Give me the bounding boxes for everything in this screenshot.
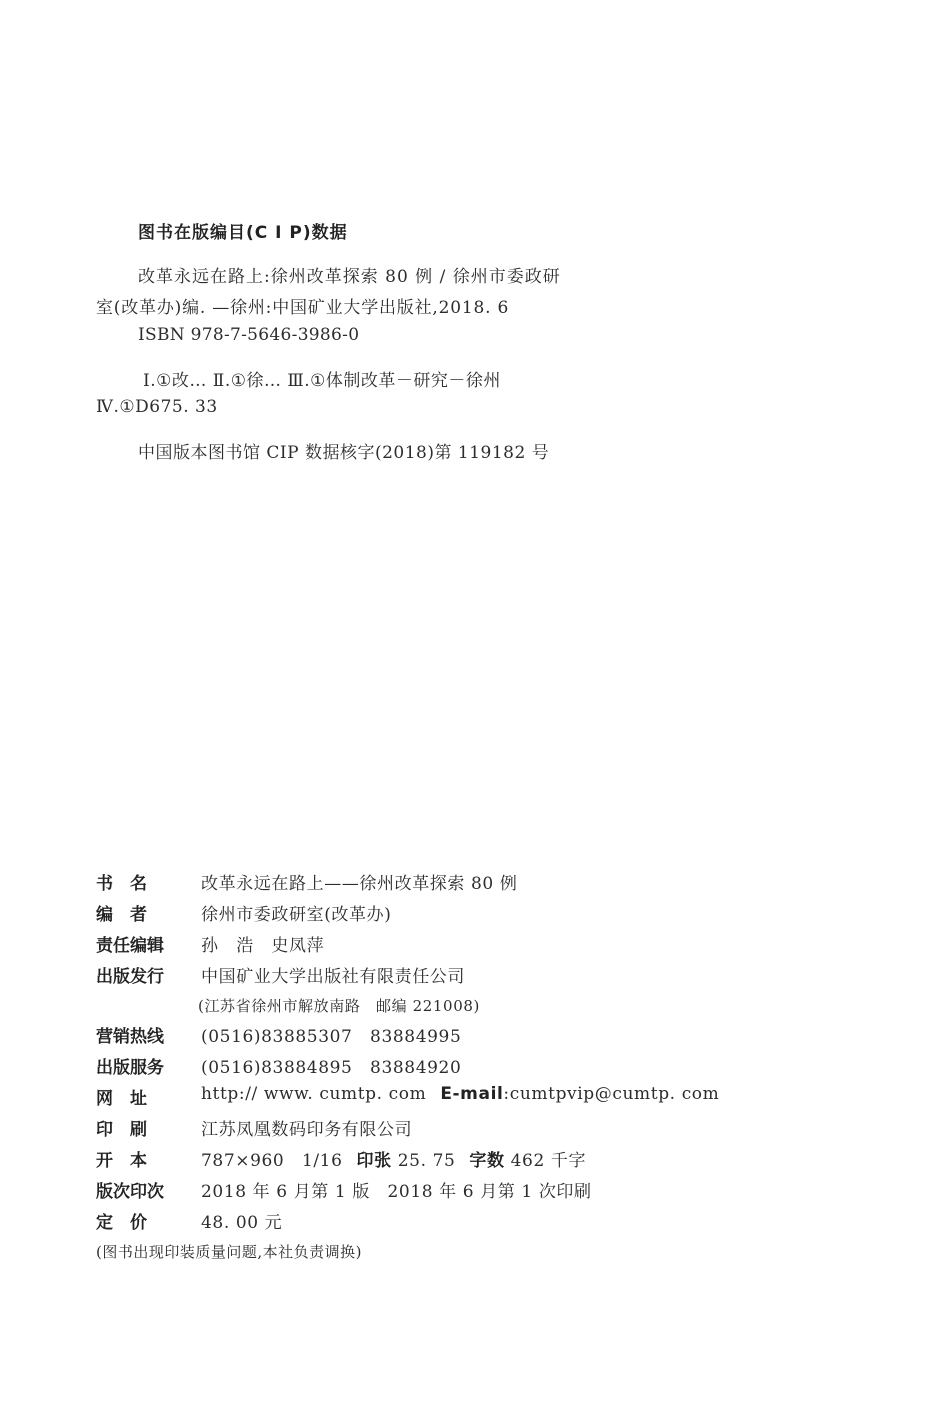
cip-isbn: ISBN 978-7-5646-3986-0	[138, 325, 360, 345]
value-website	[201, 1084, 719, 1104]
imprint-row-website	[96, 1084, 876, 1115]
imprint-row-service	[96, 1053, 876, 1084]
value-price: 48. 00 元	[201, 1213, 283, 1233]
imprint-block	[96, 869, 876, 1239]
value-printer: 江苏凤凰数码印务有限公司	[201, 1120, 413, 1140]
label-publishing-service: 出版服务	[96, 1058, 164, 1078]
value-marketing-hotline: (0516)83885307 83884995	[201, 1027, 462, 1047]
imprint-row-publisher	[96, 962, 876, 993]
value-format	[201, 1146, 586, 1171]
label-website: 网 址	[96, 1089, 147, 1109]
value-editor: 徐州市委政研室(改革办)	[201, 905, 392, 925]
value-publisher-address: (江苏省徐州市解放南路 邮编 221008)	[198, 997, 480, 1015]
value-edition: 2018 年 6 月第 1 版 2018 年 6 月第 1 次印刷	[201, 1182, 592, 1202]
imprint-row-responsible-editor	[96, 931, 876, 962]
label-publisher: 出版发行	[96, 967, 164, 987]
words-value: 462 千字	[510, 1151, 587, 1171]
cip-title-line-1: 改革永远在路上:徐州改革探索 80 例 / 徐州市委政研	[138, 267, 561, 287]
website-url[interactable]: http:// www. cumtp. com	[201, 1084, 427, 1104]
sheets-label: 印张	[356, 1151, 392, 1171]
value-publisher: 中国矿业大学出版社有限责任公司	[201, 967, 465, 987]
label-editor: 编 者	[96, 905, 147, 925]
words-label: 字数	[469, 1151, 505, 1171]
imprint-row-printer	[96, 1115, 876, 1146]
imprint-row-address	[96, 993, 876, 1022]
label-price: 定 价	[96, 1213, 147, 1233]
cip-title-line-2: 室(改革办)编. —徐州:中国矿业大学出版社,2018. 6	[96, 298, 510, 318]
cip-subjects-line-2: Ⅳ.①D675. 33	[96, 397, 218, 417]
cip-subjects-line-1: Ⅰ.①改… Ⅱ.①徐… Ⅲ.①体制改革－研究－徐州	[143, 371, 501, 391]
value-responsible-editor: 孙 浩 史凤萍	[201, 936, 325, 956]
label-marketing-hotline: 营销热线	[96, 1027, 164, 1047]
sheets-value: 25. 75	[397, 1151, 456, 1171]
cip-heading: 图书在版编目(C I P)数据	[138, 223, 348, 243]
email-address[interactable]: :cumtpvip@cumtp. com	[503, 1084, 720, 1104]
label-book-name: 书 名	[96, 874, 147, 894]
imprint-row-edition	[96, 1177, 876, 1208]
cip-verification: 中国版本图书馆 CIP 数据核字(2018)第 119182 号	[138, 443, 550, 463]
imprint-row-editor	[96, 900, 876, 931]
value-publishing-service: (0516)83884895 83884920	[201, 1058, 462, 1078]
imprint-row-book-name	[96, 869, 876, 900]
label-edition: 版次印次	[96, 1182, 164, 1202]
label-responsible-editor: 责任编辑	[96, 936, 164, 956]
imprint-row-marketing	[96, 1022, 876, 1053]
email-label: E-mail	[440, 1084, 504, 1104]
label-printer: 印 刷	[96, 1120, 147, 1140]
quality-note: (图书出现印装质量问题,本社负责调换)	[96, 1243, 362, 1261]
label-format: 开 本	[96, 1151, 147, 1171]
imprint-row-format	[96, 1146, 876, 1177]
value-book-name: 改革永远在路上——徐州改革探索 80 例	[201, 874, 518, 894]
format-size: 787×960 1/16	[201, 1151, 343, 1171]
imprint-row-price	[96, 1208, 876, 1239]
